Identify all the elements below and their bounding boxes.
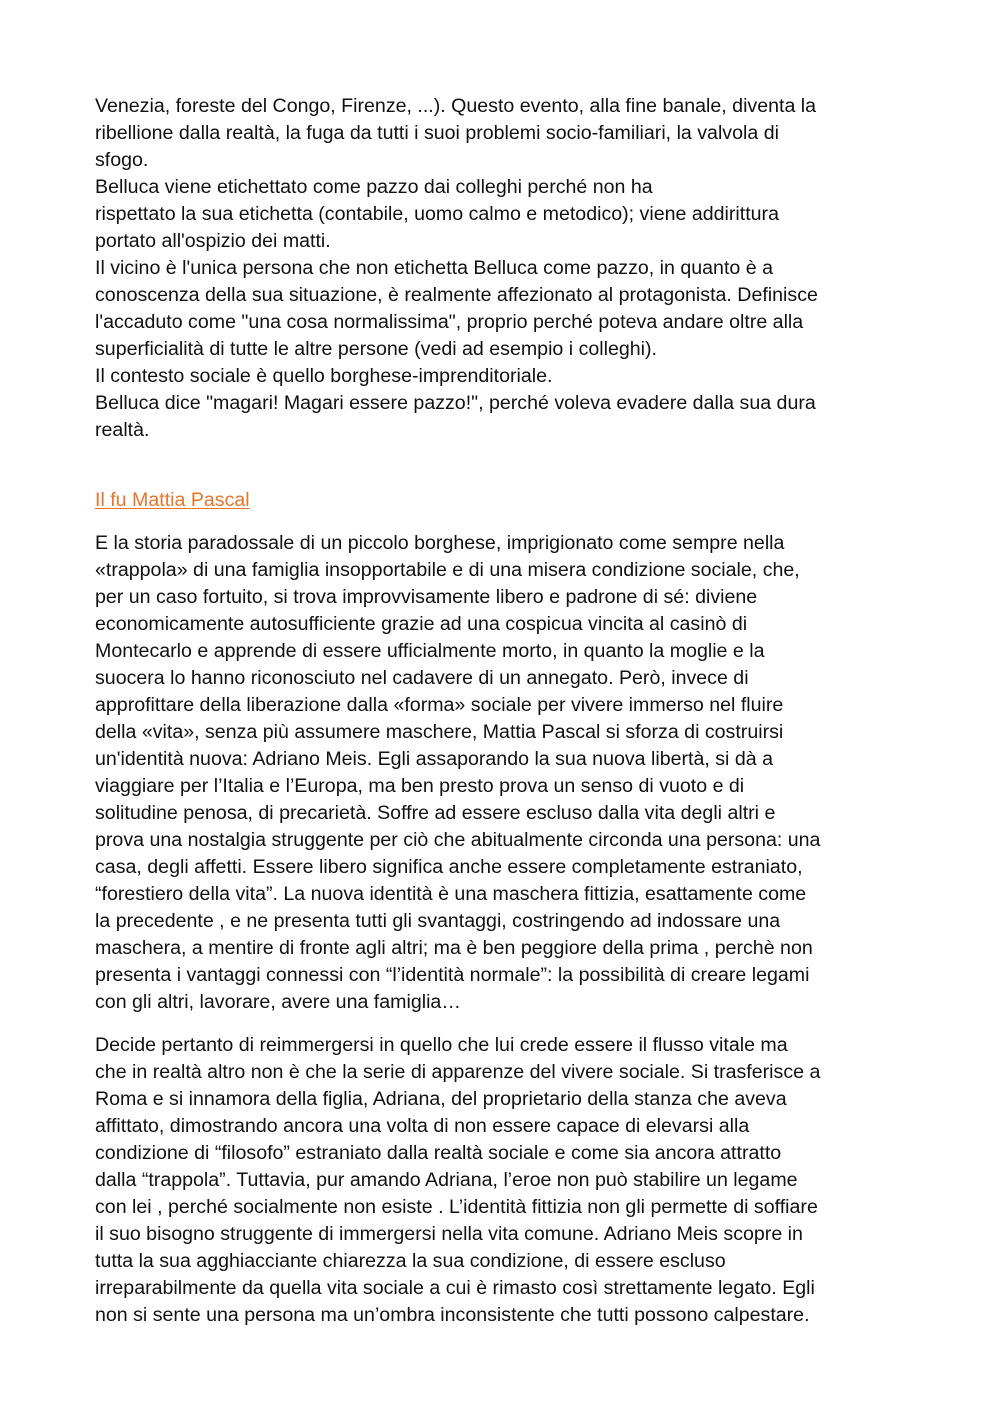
text-line: non si sente una persona ma un’ombra inconsistente che tutti possono calpestare. [95, 1304, 810, 1326]
text-line: un'identità nuova: Adriano Meis. Egli assaporando la sua nuova libertà, si dà a [95, 748, 773, 770]
text-line: suocera lo hanno riconosciuto nel cadavere di un annegato. Però, invece di [95, 667, 749, 689]
text-line: Roma e si innamora della figlia, Adriana, del proprietario della stanza che aveva [95, 1088, 787, 1110]
text-line: maschera, a mentire di fronte agli altri; ma è ben peggiore della prima , perchè non [95, 937, 813, 959]
heading-spacer [95, 514, 915, 530]
text-line: «trappola» di una famiglia insopportabile e di una misera condizione sociale, che, [95, 559, 800, 581]
text-line: della «vita», senza più assumere maschere, Mattia Pascal si sforza di costruirsi [95, 721, 784, 743]
paragraph-2 [95, 1032, 915, 1329]
text-line: superficialità di tutte le altre persone (vedi ad esempio i colleghi). [95, 338, 657, 360]
text-line: E la storia paradossale di un piccolo borghese, imprigionato come sempre nella [95, 532, 785, 554]
text-line: realtà. [95, 419, 150, 441]
text-line: condizione di “filosofo” estraniato dalla realtà sociale e come sia ancora attratto [95, 1142, 782, 1164]
text-line: viaggiare per l’Italia e l’Europa, ma ben presto prova un senso di vuoto e di [95, 775, 745, 797]
text-line: “forestiero della vita”. La nuova identità è una maschera fittizia, esattamente come [95, 883, 807, 905]
text-line: conoscenza della sua situazione, è realmente affezionato al protagonista. Definisce [95, 284, 818, 306]
text-line: Belluca dice "magari! Magari essere pazzo!", perché voleva evadere dalla sua dura [95, 392, 816, 414]
text-line: Il contesto sociale è quello borghese-imprenditoriale. [95, 365, 553, 387]
text-line: il suo bisogno struggente di immergersi nella vita comune. Adriano Meis scopre in [95, 1223, 803, 1245]
text-line: presenta i vantaggi connessi con “l’identità normale”: la possibilità di creare legami [95, 964, 810, 986]
text-line: sfogo. [95, 149, 149, 171]
text-line: approfittare della liberazione dalla «forma» sociale per vivere immerso nel fluire [95, 694, 784, 716]
text-line: con lei , perché socialmente non esiste . L’identità fittizia non gli permette di soffiare [95, 1196, 818, 1218]
text-line: Montecarlo e apprende di essere ufficialmente morto, in quanto la moglie e la [95, 640, 765, 662]
text-line: economicamente autosufficiente grazie ad una cospicua vincita al casinò di [95, 613, 748, 635]
text-line: prova una nostalgia struggente per ciò che abitualmente circonda una persona: una [95, 829, 821, 851]
text-line: Decide pertanto di reimmergersi in quello che lui crede essere il flusso vitale ma [95, 1034, 788, 1056]
text-line: con gli altri, lavorare, avere una famiglia… [95, 991, 461, 1013]
section-spacer [95, 444, 915, 487]
text-line: tutta la sua agghiacciante chiarezza la sua condizione, di essere escluso [95, 1250, 726, 1272]
paragraph-spacer [95, 1016, 915, 1032]
text-line: che in realtà altro non è che la serie di apparenze del vivere sociale. Si trasferisce a [95, 1061, 821, 1083]
text-line: l'accaduto come "una cosa normalissima", proprio perché poteva andare oltre alla [95, 311, 804, 333]
section-heading-link[interactable]: Il fu Mattia Pascal [95, 489, 250, 511]
intro-paragraph [95, 93, 915, 444]
text-line: solitudine penosa, di precarietà. Soffre ad essere escluso dalla vita degli altri e [95, 802, 776, 824]
text-line: ribellione dalla realtà, la fuga da tutti i suoi problemi socio-familiari, la valvola di [95, 122, 779, 144]
text-line: irreparabilmente da quella vita sociale a cui è rimasto così strettamente legato. Egli [95, 1277, 815, 1299]
text-line: per un caso fortuito, si trova improvvisamente libero e padrone di sé: diviene [95, 586, 758, 608]
text-line: Il vicino è l'unica persona che non etichetta Belluca come pazzo, in quanto è a [95, 257, 773, 279]
text-line: Venezia, foreste del Congo, Firenze, ...). Questo evento, alla fine banale, diventa la [95, 95, 817, 117]
text-line: affittato, dimostrando ancora una volta di non essere capace di elevarsi alla [95, 1115, 750, 1137]
text-line: la precedente , e ne presenta tutti gli svantaggi, costringendo ad indossare una [95, 910, 781, 932]
text-line: dalla “trappola”. Tuttavia, pur amando Adriana, l’eroe non può stabilire un legame [95, 1169, 798, 1191]
document-page [95, 93, 915, 1329]
text-line: rispettato la sua etichetta (contabile, uomo calmo e metodico); viene addirittura [95, 203, 779, 225]
text-line: Belluca viene etichettato come pazzo dai colleghi perché non ha [95, 176, 653, 198]
text-line: portato all'ospizio dei matti. [95, 230, 331, 252]
text-line: casa, degli affetti. Essere libero significa anche essere completamente estraniato, [95, 856, 803, 878]
paragraph-1 [95, 530, 915, 1016]
